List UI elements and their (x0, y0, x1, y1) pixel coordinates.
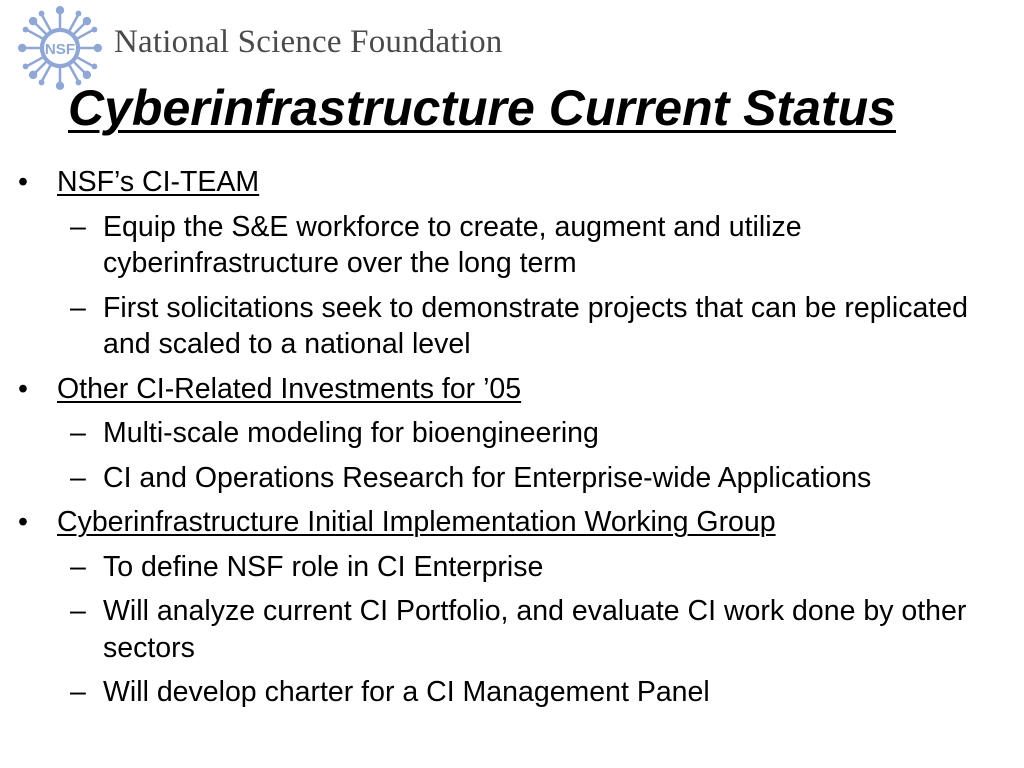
sub-list (57, 549, 1014, 711)
bullet-label: Other CI-Related Investments for ’05 (57, 372, 522, 405)
sub-item-text: Multi-scale modeling for bioengineering (103, 417, 599, 449)
sub-item (57, 290, 993, 363)
sub-item-text: CI and Operations Research for Enterprise-wide Applications (103, 461, 872, 494)
sub-item-text: First solicitations seek to demonstrate projects that can be replicated and scaled to a national level (103, 291, 968, 360)
dash-icon: – (70, 461, 86, 494)
sub-item (57, 593, 993, 666)
bullet-icon: • (18, 506, 28, 538)
sub-item (57, 415, 993, 452)
org-name: National Science Foundation (114, 23, 503, 60)
bullet-icon: • (18, 372, 28, 405)
sub-list (57, 209, 1014, 363)
slide-title: Cyberinfrastructure Current Status (68, 80, 896, 136)
bullet-item (14, 164, 1014, 363)
sub-item-text: To define NSF role in CI Enterprise (103, 550, 544, 583)
sub-item-text: Will analyze current CI Portfolio, and evaluate CI work done by other sectors (103, 595, 967, 664)
bullet-label: NSF’s CI-TEAM (57, 166, 260, 198)
dash-icon: – (70, 417, 86, 449)
sub-item (57, 549, 993, 586)
dash-icon: – (70, 595, 86, 627)
sub-list (57, 415, 1014, 496)
sub-item (57, 209, 993, 282)
bullet-icon: • (18, 166, 28, 198)
sub-item (57, 674, 993, 711)
bullet-label: Cyberinfrastructure Initial Implementation Working Group (57, 506, 776, 538)
bullet-list (14, 164, 1014, 719)
sub-item-text: Equip the S&E workforce to create, augment and utilize cyberinfrastructure over the long term (103, 210, 802, 279)
sub-item (57, 460, 993, 497)
sub-item-text: Will develop charter for a CI Management Panel (103, 676, 710, 708)
dash-icon: – (70, 550, 86, 583)
bullet-item (14, 371, 1014, 497)
dash-icon: – (70, 676, 86, 708)
dash-icon: – (70, 291, 86, 324)
dash-icon: – (70, 210, 86, 243)
bullet-item (14, 504, 1014, 711)
logo-text: NSF (44, 40, 76, 58)
